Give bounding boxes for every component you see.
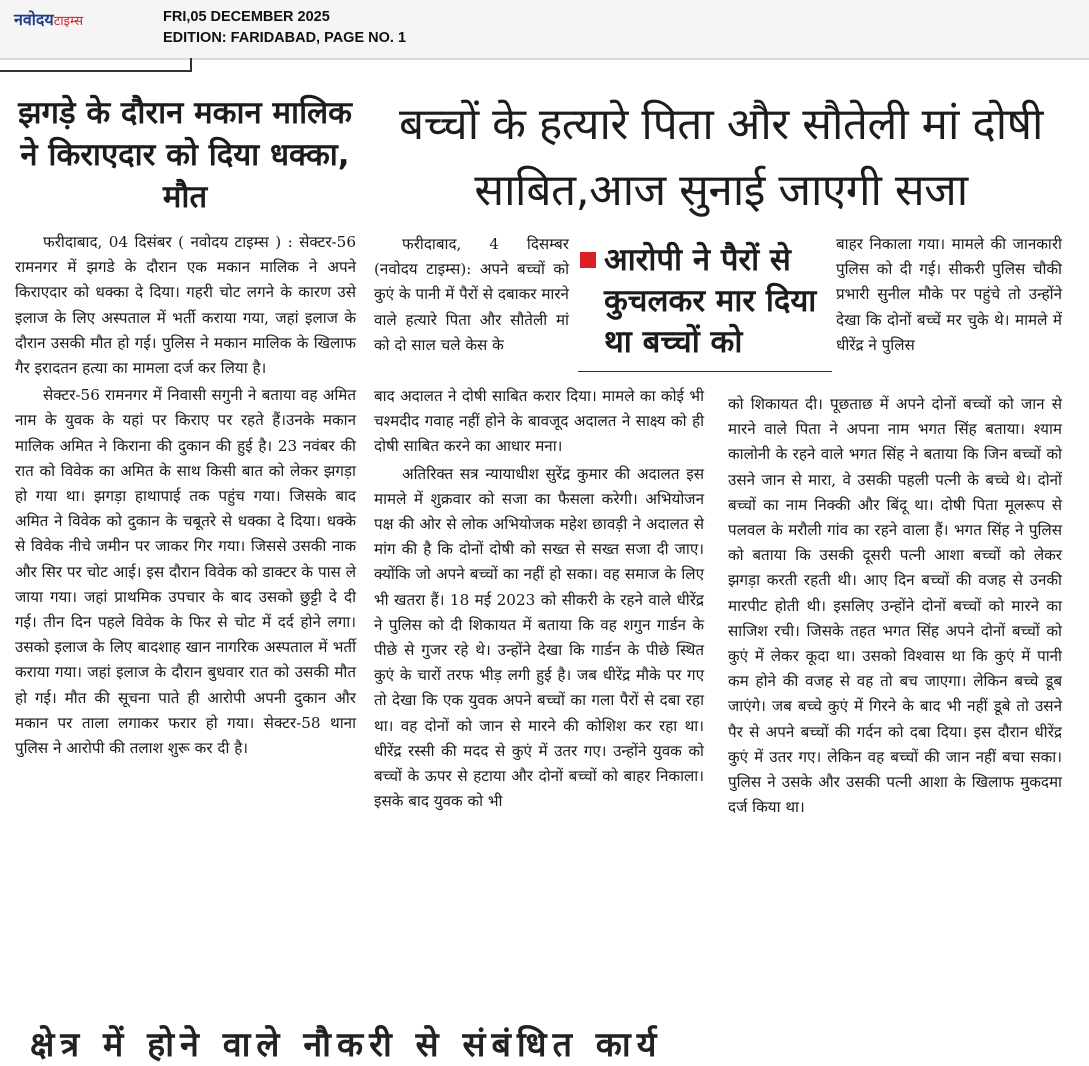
main-story-paragraph: को शिकायत दी। पूछताछ में अपने दोनों बच्चों को जान से मारने वाले पिता ने अपना नाम भगत सिंह बताया। श्याम कालोनी के रहने वाले भगत सिंह ने बताया कि जिन बच्चों को उसने जान से मारा, वे उसकी पहली पत्नी के बच्चे थे। दोनों बच्चों का नाम निक्की और बिंदू था। दोषी पिता मूलरूप से पलवल के मरौली गांव का रहने वाला हैं। भगत सिंह ने पुलिस को बताया कि उसकी दूसरी पत्नी आशा बच्चों को लेकर झगड़ा करती रहती थी। आए दिन बच्चों की वजह से उनकी मारपीट होती थी। इसलिए उन्होंने दोनों बच्चों को मारने का साजिश रची। जिसके तहत भगत सिंह अपने दोनों बच्चों को कुएं में लेकर कूदा था। उसको विश्वास था कि कुएं में पानी कम होने की वजह से वह तो बच जाएगा। लेकिन बच्चे डूब जाएंगे। जब बच्चे कुएं में गिरने के बाद भी नहीं डूबे तो उसने पैर से अपने बच्चों की गर्दन को दबा दिया। इस दौरान धीरेंद्र कुएं में उतर गए। लेकिन वह बच्चों की जान नहीं बचा सका। पुलिस ने उसके और उसकी पत्नी आशा के खिलाफ मुकदमा दर्ज किया था। [728, 395, 1062, 817]
main-story-paragraph: बाद अदालत ने दोषी साबित करार दिया। मामले का कोई भी चश्मदीद गवाह नहीं होने के बावजूद अदालत ने साक्ष्य को ही दोषी साबित करने का आधार मना। [374, 387, 704, 456]
main-story-right-column [728, 392, 1062, 1002]
newspaper-logo [14, 8, 83, 30]
main-story-headline: बच्चों के हत्यारे पिता और सौतेली मां दोषी साबित,आज सुनाई जाएगी सजा [399, 99, 1043, 216]
logo-main: नवोदय [14, 10, 54, 29]
main-story-right-top-text: बाहर निकाला गया। मामले की जानकारी पुलिस को दी गई। सीकरी पुलिस चौकी प्रभारी सुनील मौके पर पहुंचे तो उन्होंने देखा कि दोनों बच्चें मर चुके थे। मामले में धीरेंद्र ने पुलिस [836, 235, 1062, 354]
main-story-paragraph: अतिरिक्त सत्र न्यायाधीश सुरेंद्र कुमार की अदालत इस मामले में शुक्रवार को सजा का फैसला करेगी। अभियोजन पक्ष की ओर से लोक अभियोजक महेश छावड़ी ने अदालत से मांग की है कि दोनों दोषी को सख्त से सख्त सजा दी जाए। क्योंकि जो अपने बच्चों का नहीं हो सका। वह समाज के लिए भी खतरा हैं। 18 मई 2023 को सीकरी के रहने वाले धीरेंद्र ने पुलिस को दी शिकायत में बताया कि वह शगुन गार्डन के पीछे से गुजर रहे थे। उन्होंने देखा कि गार्डन के पीछे स्थित कुएं के चारों तरफ भीड़ लगी हुई है। जब धीरेंद्र मौके पर गए तो देखा कि एक युवक अपने बच्चों का गला पैरों से दबा रहा था। वह दोनों को जान से मारने की कोशिश कर रहा था। धीरेंद्र रस्सी की मदद से कुएं में उतर गए। उन्होंने युवक को बच्चों के ऊपर से हटाया और दोनों बच्चों को बाहर निकाला। इसके बाद युवक को भी [374, 464, 704, 811]
cropped-next-headline [0, 1016, 1089, 1065]
main-story-right-top [836, 232, 1062, 392]
pullquote [580, 240, 830, 360]
cropped-headline-text: क्षेत्र में होने वाले नौकरी से संबंधित कार्य [30, 1025, 663, 1065]
page-header [0, 0, 1089, 60]
left-story-body [15, 230, 356, 1005]
left-story-paragraph: फरीदाबाद, 04 दिसंबर ( नवोदय टाइम्स ) : सेक्टर-56 रामनगर में झगडे के दौरान एक मकान मालिक ने अपने किराएदार को धक्का दे दिया। गहरी चोट लगने के कारण उसे इलाज के लिए अस्पताल में भर्ती कराया गया, जहां इलाज के दौरान उसकी मौत हो गई। पुलिस ने मकान मालिक के खिलाफ गैर इरादतन हत्या का मामला दर्ज कर लिया है। [15, 233, 356, 378]
left-story-headline: झगड़े के दौरान मकान मालिक ने किराएदार को दिया धक्का, मौत [18, 95, 352, 215]
clip-corner-mark [0, 58, 192, 72]
left-story-paragraph: सेक्टर-56 रामनगर में निवासी सगुनी ने बताया वह अमित नाम के युवक के यहां पर किराए पर रहते हैं।उनके मकान मालिक अमित ने किराना की दुकान की हुई है। 23 नवंबर की रात को विवेक का अमित के साथ किसी बात को लेकर झगड़ा हो गया था। झगड़ा हाथापाई तक पहुंच गया। जिसके बाद अमित ने विवेक को दुकान के चबूतरे से धक्का दे दिया। धक्के से विवेक नीचे जमीन पर जाकर गिर गया। जिससे उसकी नाक और सिर पर चोट आई। इस दौरान विवेक को डाक्टर के पास ले जाया गया। जहां प्राथमिक उपचार के बाद उसको छुट्टी दे दी गई। तीन दिन पहले विवेक के फिर से चोट में दर्द होने लगा। उसको इलाज के लिए बादशाह खान नागरिक अस्पताल में भर्ती कराया गया। जहां इलाज के दौरान बुधवार रात को उसकी मौत हो गई। मौत की सूचना पाते ही आरोपी अपनी दुकान और मकान पर ताला लगाकर फरार हो गया। सेक्टर-58 थाना पुलिस ने आरोपी की तलाश शुरू कर दी है। [15, 386, 356, 758]
issue-date: FRI,05 DECEMBER 2025 [163, 9, 330, 25]
main-story-middle-column [374, 384, 704, 1000]
pullquote-divider [578, 371, 832, 372]
main-story-intro-text: फरीदाबाद, 4 दिसम्बर (नवोदय टाइम्स): अपने बच्चों को कुएं के पानी में पैरों से दबाकर मारने वाले हत्यारे पिता और सौतेली मां को दो साल चले केस के [374, 235, 569, 354]
edition-info: EDITION: FARIDABAD, PAGE NO. 1 [163, 30, 407, 46]
pullquote-text: आरोपी ने पैरों से कुचलकर मार दिया था बच्चों को [604, 242, 817, 360]
logo-sub: टाइम्स [53, 14, 84, 29]
main-story-intro [374, 232, 569, 384]
